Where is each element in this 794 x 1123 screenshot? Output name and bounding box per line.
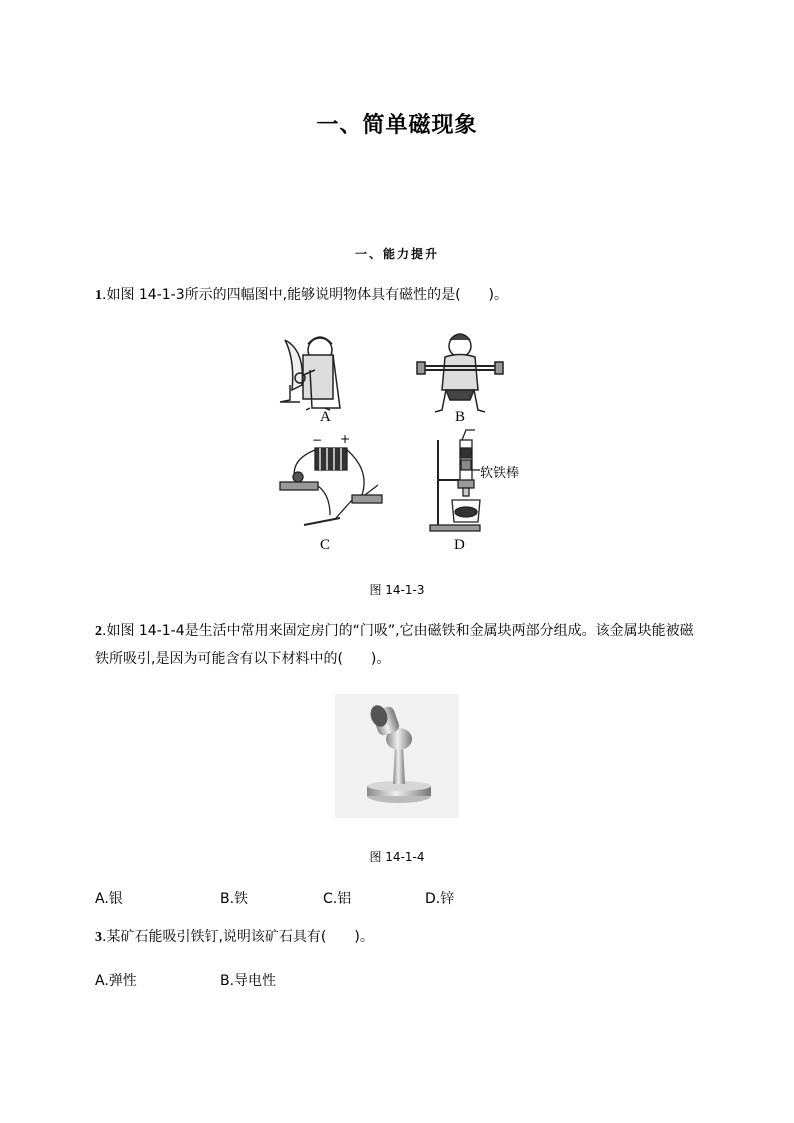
figure-14-1-4-caption: 图 14-1-4 [369, 850, 425, 864]
page-title: 一、简单磁现象 [316, 113, 478, 138]
question-2-text-line-1: .如图 14-1-4是生活中常用来固定房门的“门吸”,它由磁铁和金属块两部分组成。该金属块能被磁 [102, 623, 694, 639]
question-1-text: .如图 14-1-3所示的四幅图中,能够说明物体具有磁性的是( )。 [102, 287, 509, 303]
question-2-option-d: D.锌 [425, 891, 455, 907]
panel-a-label: A [320, 409, 331, 425]
panel-c-label: C [320, 537, 331, 553]
question-2-option-a: A.银 [95, 891, 123, 907]
question-2-option-b: B.铁 [220, 891, 249, 907]
panel-b-illustration [417, 334, 503, 412]
question-1 [95, 280, 508, 311]
figure-14-1-4 [335, 694, 459, 818]
panel-a-illustration [280, 337, 340, 410]
question-2-line-1 [95, 616, 694, 647]
question-3-number: 3 [95, 930, 102, 945]
question-3-option-b: B.导电性 [220, 973, 277, 989]
question-1-number: 1 [95, 288, 102, 303]
soft-iron-rod-label: 软铁棒 [480, 466, 520, 481]
door-stopper-photo [335, 694, 459, 818]
question-3-text: .某矿石能吸引铁钉,说明该矿石具有( )。 [102, 929, 374, 945]
section-title: 一、能力提升 [354, 247, 439, 261]
question-2-option-c: C.铝 [323, 891, 352, 907]
battery-minus-label: − [312, 433, 323, 447]
panel-c-illustration [280, 448, 382, 525]
question-3 [95, 922, 374, 953]
figure-14-1-3-drawing [270, 330, 530, 560]
panel-b-label: B [455, 409, 466, 425]
question-3-option-a: A.弹性 [95, 973, 137, 989]
question-2-number: 2 [95, 624, 102, 639]
panel-d-label: D [454, 537, 465, 553]
question-2-line-2: 铁所吸引,是因为可能含有以下材料中的( )。 [95, 651, 391, 667]
battery-plus-label: + [340, 432, 351, 446]
figure-14-1-3 [270, 330, 530, 560]
panel-d-illustration [430, 430, 480, 531]
figure-14-1-3-caption: 图 14-1-3 [369, 583, 425, 597]
